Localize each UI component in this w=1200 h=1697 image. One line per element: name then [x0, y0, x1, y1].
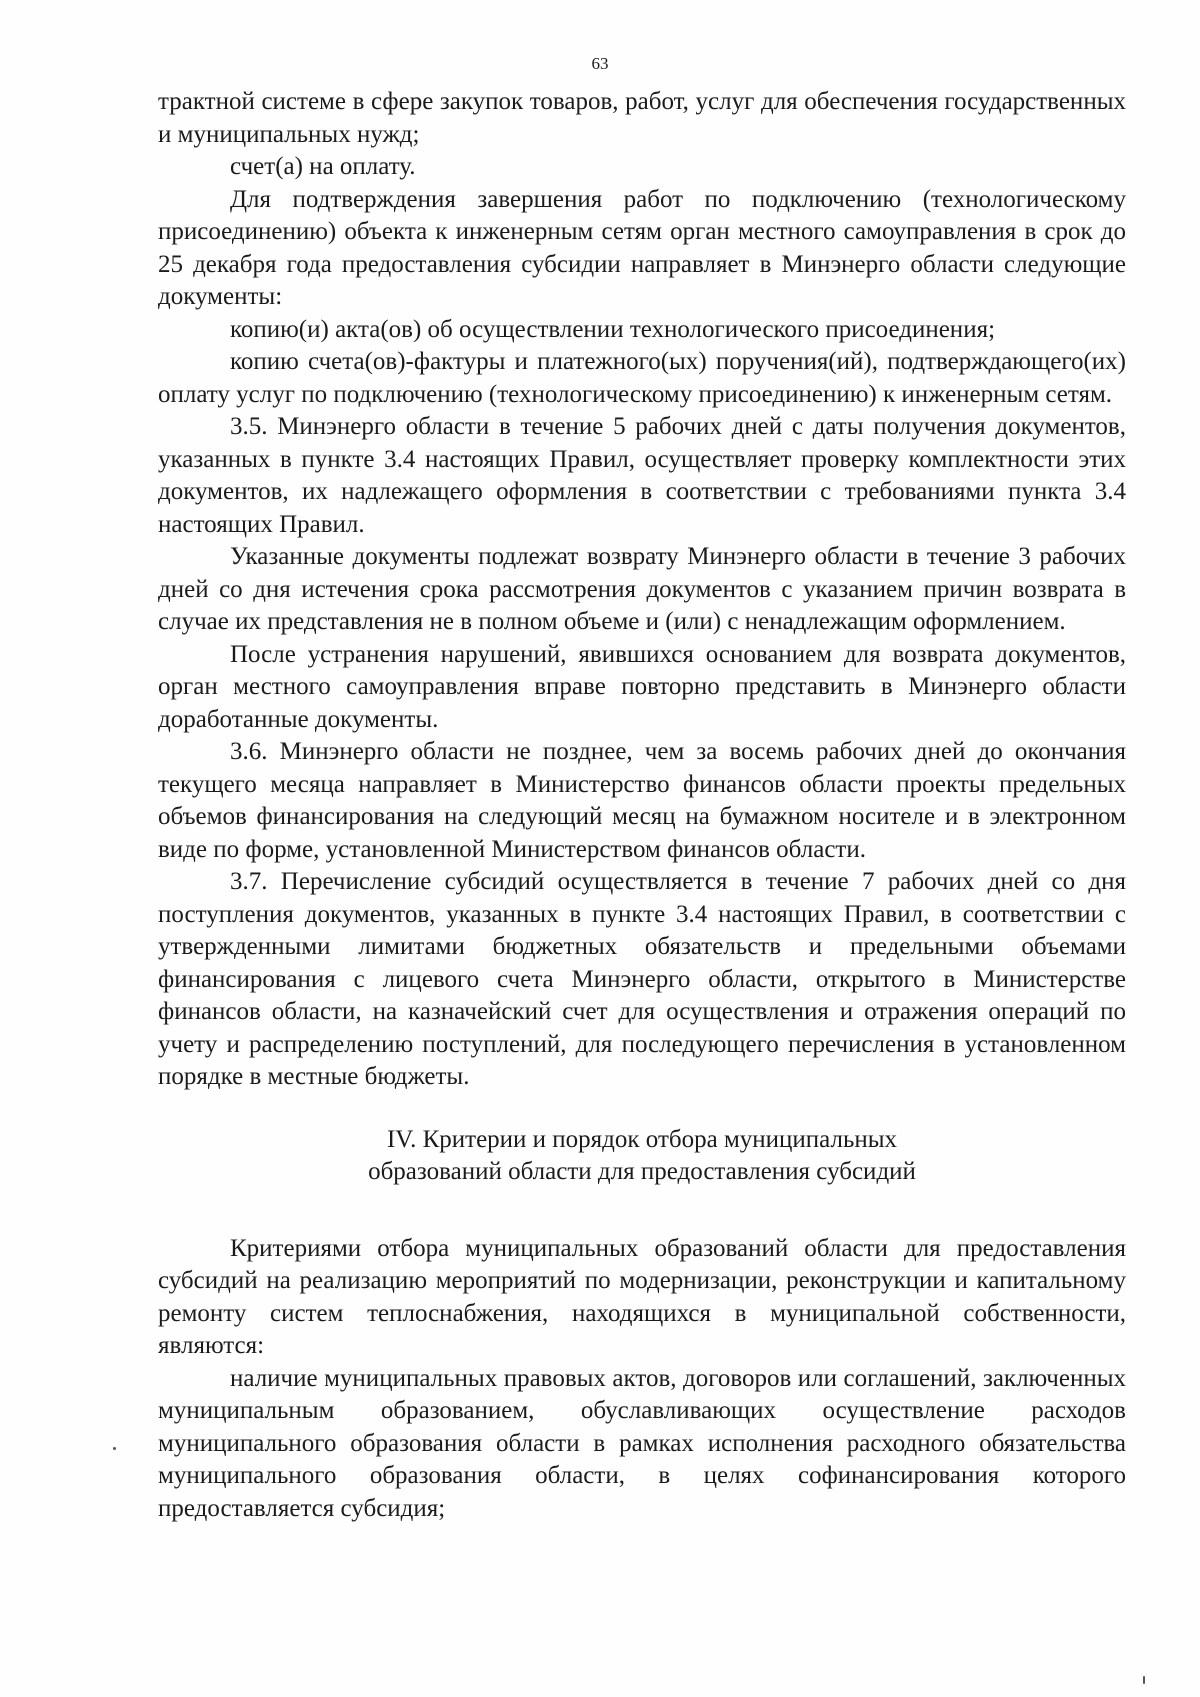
scan-speck	[113, 1447, 116, 1450]
paragraph: 3.5. Минэнерго области в течение 5 рабочих дней с даты получения документов, указанных в пункте 3.4 настоящих Правил, осуществляет проверку комплектности этих документов, их надлежащего оформления в соответствии с требованиями пункта 3.4 настоящих Правил.	[158, 413, 1126, 538]
paragraph: После устранения нарушений, явившихся основанием для возврата документов, орган местного самоуправления вправе повторно представить в Минэнерго области доработанные документы.	[158, 640, 1126, 733]
paragraph: Для подтверждения завершения работ по подключению (технологическому присоединению) объекта к инженерным сетям орган местного самоуправления в срок до 25 декабря года предоставления субсидии направляет в Минэнерго области следующие документы:	[158, 185, 1126, 310]
paragraph: 3.7. Перечисление субсидий осуществляется в течение 7 рабочих дней со дня поступления документов, указанных в пункте 3.4 настоящих Правил, в соответствии с утвержденными лимитами бюджетных обязательств и предельными объемами финансирования с лицевого счета Минэнерго области, открытого в Министерстве финансов области, на казначейский счет для осуществления и отражения операций по учету и распределению поступлений, для последующего перечисления в установленном порядке в местные бюджеты.	[158, 868, 1126, 1090]
page-number: 63	[591, 54, 609, 73]
document-body	[158, 86, 1126, 1525]
section-heading-line: IV. Критерии и порядок отбора муниципальных	[386, 1125, 898, 1153]
paragraph: копию(и) акта(ов) об осуществлении технологического присоединения;	[230, 315, 996, 343]
paragraph: счет(а) на оплату.	[230, 153, 416, 180]
scan-speck	[1143, 1676, 1145, 1684]
paragraph: копию счета(ов)-фактуры и платежного(ых) поручения(ий), подтверждающего(их) оплату услуг по подключению (технологическому присоединению) к инженерным сетям.	[158, 348, 1126, 408]
paragraph: трактной системе в сфере закупок товаров, работ, услуг для обеспечения государственных и муниципальных нужд;	[158, 88, 1126, 148]
paragraph: наличие муниципальных правовых актов, договоров или соглашений, заключенных муниципальным образованием, обуславливающих осуществление расходов муниципального образования области в рамках исполнения расходного обязательства муниципального образования области, в целях софинансирования которого предоставляется субсидия;	[158, 1364, 1126, 1522]
section-heading	[158, 1124, 1126, 1189]
paragraph: Указанные документы подлежат возврату Минэнерго области в течение 3 рабочих дней со дня истечения срока рассмотрения документов с указанием причин возврата в случае их представления не в полном объеме и (или) с ненадлежащим оформлением.	[158, 543, 1126, 635]
paragraph: 3.6. Минэнерго области не позднее, чем за восемь рабочих дней до окончания текущего месяца направляет в Министерство финансов области проекты предельных объемов финансирования на следующий месяц на бумажном носителе и в электронном виде по форме, установленной Министерством финансов области.	[158, 738, 1126, 863]
paragraph: Критериями отбора муниципальных образований области для предоставления субсидий на реализацию мероприятий по модернизации, реконструкции и капитальному ремонту систем теплоснабжения, находящихся в муниципальной собственности, являются:	[158, 1234, 1126, 1359]
section-heading-line: образований области для предоставления субсидий	[368, 1158, 916, 1185]
